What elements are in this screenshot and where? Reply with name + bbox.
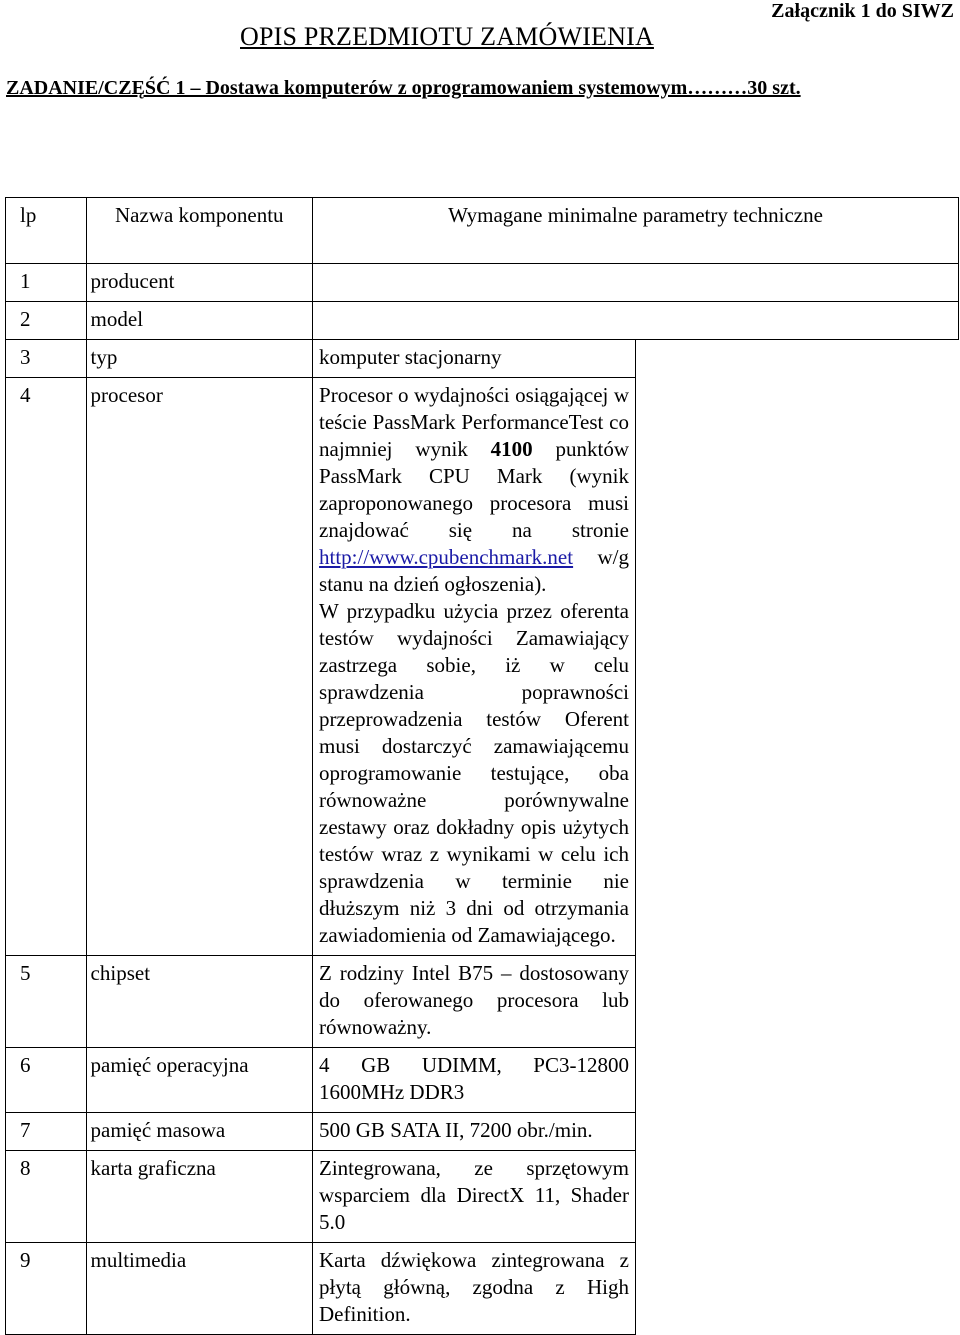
empty-cell — [636, 1151, 959, 1243]
table-row — [6, 1151, 959, 1243]
table-row — [6, 1048, 959, 1113]
header-component-name: Nazwa komponentu — [86, 198, 312, 264]
row-component: chipset — [86, 956, 312, 1048]
row-parameter: Z rodziny Intel B75 – dostosowany do oferowanego procesora lub równoważny. — [313, 956, 636, 1048]
table-row — [6, 340, 959, 378]
empty-cell — [636, 1113, 959, 1151]
row-parameter — [313, 264, 959, 302]
processor-testing-text: W przypadku użycia przez oferenta testów wydajności Zamawiający zastrzega sobie, iż w celu sprawdzenia poprawności przeprowadzenia testów Oferent musi dostarczyć zamawiającemu oprogramowanie testujące, oba równoważne porównywalne zestawy oraz dokładny opis użytych testów wraz z wynikami w celu ich sprawdzenia w terminie nie dłuższym niż 3 dni od otrzymania zawiadomienia od Zamawiającego. — [319, 599, 629, 947]
table-header-row — [6, 198, 959, 264]
header-parameters — [313, 198, 959, 264]
row-lp: 8 — [6, 1151, 87, 1243]
table-row — [6, 956, 959, 1048]
empty-cell — [636, 1048, 959, 1113]
row-component: pamięć masowa — [86, 1113, 312, 1151]
row-parameter: 4 GB UDIMM, PC3-12800 1600MHz DDR3 — [313, 1048, 636, 1113]
table-row — [6, 1243, 959, 1335]
row-lp: 4 — [6, 378, 87, 956]
table-row — [6, 302, 959, 340]
row-component: producent — [86, 264, 312, 302]
processor-text-a: Procesor o wydajności osiągającej w teście PassMark PerformanceTest co najmniej wynik — [319, 383, 629, 461]
table-row — [6, 264, 959, 302]
table-row — [6, 378, 959, 956]
header-parameters-text: Wymagane minimalne parametry techniczne — [448, 203, 823, 227]
row-lp: 5 — [6, 956, 87, 1048]
processor-score: 4100 — [490, 437, 533, 461]
empty-cell — [636, 1243, 959, 1335]
header-lp: lp — [6, 198, 87, 264]
row-lp: 9 — [6, 1243, 87, 1335]
empty-cell — [636, 956, 959, 1048]
row-parameter: 500 GB SATA II, 7200 obr./min. — [313, 1113, 636, 1151]
document-title: OPIS PRZEDMIOTU ZAMÓWIENIA — [240, 22, 654, 51]
row-lp: 6 — [6, 1048, 87, 1113]
processor-text-c: w/g stanu na dzień ogłoszenia). — [319, 545, 629, 596]
row-parameter — [313, 302, 959, 340]
processor-performance-text — [319, 382, 629, 598]
row-parameter: Zintegrowana, ze sprzętowym wsparciem dla DirectX 11, Shader 5.0 — [313, 1151, 636, 1243]
row-component: model — [86, 302, 312, 340]
row-component: typ — [86, 340, 312, 378]
row-parameter: Karta dźwiękowa zintegrowana z płytą główną, zgodna z High Definition. — [313, 1243, 636, 1335]
row-component: pamięć operacyjna — [86, 1048, 312, 1113]
table-row — [6, 1113, 959, 1151]
annex-label: Załącznik 1 do SIWZ — [771, 0, 954, 22]
row-component: multimedia — [86, 1243, 312, 1335]
row-lp: 3 — [6, 340, 87, 378]
empty-cell — [636, 378, 959, 956]
row-parameter: komputer stacjonarny — [313, 340, 636, 378]
row-lp: 1 — [6, 264, 87, 302]
empty-cell — [636, 340, 959, 378]
row-component: karta graficzna — [86, 1151, 312, 1243]
cpubenchmark-link[interactable]: http://www.cpubenchmark.net — [319, 545, 574, 569]
row-parameter — [313, 378, 636, 956]
row-lp: 7 — [6, 1113, 87, 1151]
row-lp: 2 — [6, 302, 87, 340]
task-heading: ZADANIE/CZĘŚĆ 1 – Dostawa komputerów z oprogramowaniem systemowym………30 szt. — [6, 77, 801, 99]
processor-text-b: punktów PassMark CPU Mark (wynik zaproponowanego procesora musi znajdować się na stronie — [319, 437, 630, 542]
row-component: procesor — [86, 378, 312, 956]
spec-table — [5, 197, 959, 1335]
